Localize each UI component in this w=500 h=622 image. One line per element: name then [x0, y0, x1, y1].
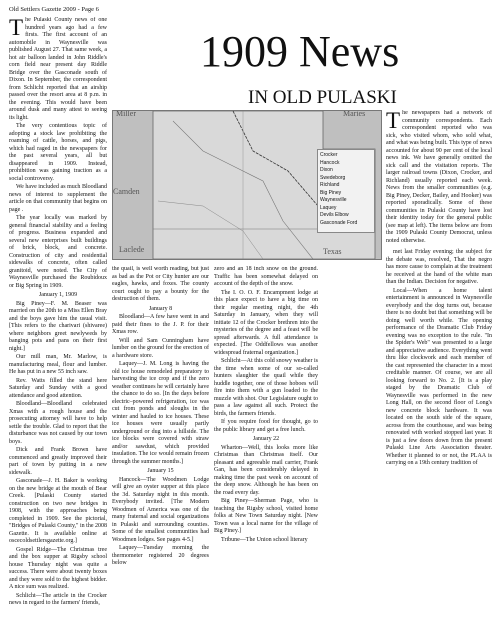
news-item: Will and Sam Cunningham have lumber on the ground for the erection of a hardware store.: [112, 337, 209, 359]
news-item: Hancock—The Woodmen Lodge will give an oyster supper at this place the 3d. Saturday night in this month. Everybody invited. [The Modern Woodmen of America was one of the many fraternal and social organizations in Pulaski and surrounding counties. Some of the smallest communities had Woodmen lodges. See pages 4-5.]: [112, 476, 209, 543]
map-label-camden: Camden: [113, 187, 140, 196]
column-2: [112, 266, 209, 618]
map-legend: Crocker Hancock Dixon Swedeborg Richland Big Piney Waynesville Laquey Devils Elbow Gasconade Ford: [317, 149, 375, 233]
column-4: [386, 110, 492, 618]
news-item: the quail, is well worth reading, but just as bad as the Pot or City hunter are our eagles, hawks, and foxes. The county court ought to pay a bounty for the destruction of them.: [112, 266, 209, 302]
map-label-maries: Maries: [343, 110, 366, 118]
column-3: [214, 266, 318, 618]
map-label-miller: Miller: [116, 110, 136, 118]
news-item: Our mill man, Mr. Marlow, is manufacturing meal, flour and lumber. He has put in a new 55 inch saw.: [9, 354, 107, 375]
page-subtitle: IN OLD PULASKI: [248, 87, 397, 108]
page-title: 1909 News: [200, 27, 400, 76]
news-item: Schlicht—The article in the Crocker news in regard to the farmers' friends,: [9, 592, 107, 606]
news-item: Laquey—Tuesday morning the thermometer registered 20 degrees below: [112, 545, 209, 566]
news-item: Laquey—J. M. Long is having the old ice house remodeled preparatory to harvesting the ice crop and if the zero weather continues he will certainly have the chance to do so. [In the days before electric–powered refrigeration, ice was cut from ponds and sloughs in the winter and hauled to ice houses. These ice houses were usually partly underground or dug into a hillside. The ice blocks were covered with straw and/or sawdust, which provided insulation. The ice would remain frozen through the summer months.]: [112, 361, 209, 465]
news-item: Bloodland—A few have went in and paid their fines to the J. P. for their Xmas row.: [112, 314, 209, 335]
news-item: zero and an 18 inch snow on the ground. Traffic has been somewhat delayed on account of the depth of the snow.: [214, 266, 318, 287]
intro-paragraph: The newspapers had a network of community correspondents. Each correspondent reported who was sick, who visited whom, who sold what, and what was being built. This type of news accounted for about 90 per cent of the local news ink. We have generally omitted the sick call and the visitation reports. The larger railroad towns (Dixon, Crocker, and Richland) usually reported each week. News from the smaller communities (e.g. Big Piney, Decker, Bailey, and Hooker) was reported sporadically. Some of these communities in Pulaski County have lost their identity today for the general public (see map at left). The items below are from the 1909 Pulaski County Democrat, unless noted otherwise.: [386, 110, 492, 244]
news-item: Rev. Watts filled the stand here Saturday and Sunday with a good attendance and good attention.: [9, 377, 107, 399]
news-item: Gospel Ridge—The Christmas tree and the box supper at Rigsby school house Thursday night was quite a success. There were about twenty boxes and they were sold to the highest bidder. A nice sum was realized.: [9, 546, 107, 590]
pulaski-county-map: [112, 110, 382, 260]
dateline: January 22: [252, 436, 280, 442]
news-item: Local—When a home talent entertainment is announced in Waynesville everybody and the dog turns out, because there is no doubt but that something will be doing well worth while. The opening performance of the Dramatic Club Friday evening was no exception to the rule. "In the Spider's Web" was presented to a large and appreciative audience. Everything went thru like clockwork and each member of the cast represented the character in a most creditable manner. Of course, we are all looking forward to No. 2. [It is a play staged by the Dramatic Club of Waynesville was performed in the new Long Hall, on the second floor of Long's new concrete block hardware. It was located on the south side of the square, across from the courthouse, and was being renovated with worked stopped last year. It is just a few doors down from the present Pulaski Line Arts Association theater. Whether it planned to or not, the PLAA is carrying on a 19th century tradition of: [386, 287, 492, 466]
map-label-laclede: Laclede: [119, 245, 145, 254]
dateline: January 8: [148, 305, 173, 312]
news-item: The I. O. O. F. Encampment lodge at this place expect to have a big time on their regular meeting night, the 4th Saturday in January, when they will initiate 12 of the Crocker brethren into the mysteries of the degree and a feast will be spread afterwards. A full attendance is expected. [The Oddfellows was another widespread fraternal organization.]: [214, 289, 318, 356]
news-item: Tribune—The Union school literary: [221, 536, 308, 543]
running-head: Old Settlers Gazette 2009 - Page 6: [9, 6, 99, 13]
news-item: Gasconade—J. H. Baker is working on the new bridge at the mouth of Bear Creek. [Pulaski County started construction on two new bridges in 1908, with the approaches being completed in 1909. See the pictorial, "Bridges of Pulaski County," in the 2008 Gazette. It is available online at oscecoldsettlersgazette.org.]: [9, 478, 107, 544]
news-item: Bloodland—Bloodland celebrated Xmas with a rough house and the prosecuting attorney will have to help settle the trouble. Glad to report that the disturbance was not caused by our town boys.: [9, 401, 107, 445]
paragraph: The year locally was marked by general financial stability and a feeling of progress. Business expanded and several new enterprises built buildings of brick, block, and concrete. Construction of city and residential sidewalks of concrete, often called granitoid, were noted. The City of Waynesville purchased the Roubidoux or Big Spring in 1909.: [9, 215, 107, 289]
lead-paragraph: The Pulaski County news of one hundred years ago had a few firsts. The first account of an automobile in Waynesville was published August 27. That same week, a hot air balloon landed in John Riddle's corn field near present day Riddle Bridge over the Gasconade south of Dixon. In September, the correspondent from Schlicht reported that an airship passed over the resort area at 8 p.m. in the evening. This would have been around dusk and many attest to seeing its light.: [9, 17, 107, 121]
news-item: Wharton—Well, this looks more like Christmas than Christmas itself. Our pleasant and agreeable mail carrier, Frank Gan, has been considerably delayed in making time the past week on account of the deep snow. Although he has been on the road every day.: [214, 444, 318, 496]
news-item: met last Friday evening; the subject for the debate was, resolved, That the negro has more cause to complain at the treatment he received at the hand of the white man than the Indian. Decision for negative.: [386, 249, 492, 285]
paragraph: We have included as much Bloodland news of interest to supplement the article on that community that begins on page .: [9, 184, 107, 213]
map-label-texas: Texas: [323, 247, 342, 256]
paragraph: The very contentious topic of adopting a stock law prohibiting the roaming of cattle, horses, and pigs, which had raged in the newspapers for the past several years, all but disappeared in 1909. Instead, prohibition was gaining traction as a social controversy.: [9, 123, 107, 182]
drop-cap: T: [9, 17, 24, 40]
dateline: January 1, 1909: [38, 292, 78, 298]
column-1: [9, 17, 107, 617]
news-item: Big Piney—F. M. Beaser was married on the 20th to a Miss Ellen Bray and the boys gave him the usual visit. [This refers to the charivari (shivaree) where neighbors greet newlyweds by banging pots and pans on their first night.]: [9, 300, 107, 352]
news-item: If you require food for thought, go to the public library and get a free lunch.: [214, 419, 318, 433]
news-item: Big Piney—Sherman Page, who is teaching the Rigsby school, visited home folks at New Town Saturday night. [New Town was a local name for the village of Big Piney.]: [214, 498, 318, 534]
drop-cap: T: [386, 110, 401, 133]
dateline: January 15: [147, 468, 174, 474]
news-item: Schlicht—At this cold snowy weather is the time when some of our so-called hunters slaughter the quail while they huddle together, one of those hoboes will fire into them with a gun loaded to the muzzle with shot. Our Legislature ought to pass a law against all such. Protect the birds, the farmers friends.: [214, 358, 318, 417]
news-item: Dick and Frank Brown have commenced and greatly improved their part of town by putting in a new sidewalk.: [9, 447, 107, 476]
